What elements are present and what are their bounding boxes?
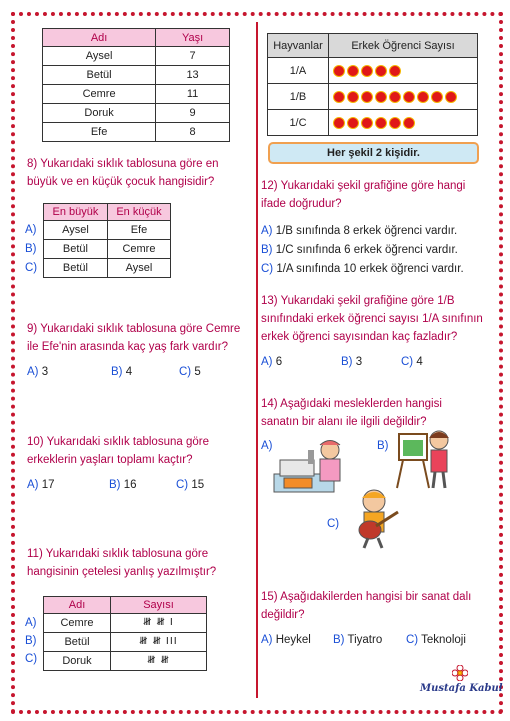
age-table-cell: Betül	[43, 66, 156, 85]
q12-option-b[interactable]: B) 1/C sınıfında 6 erkek öğrenci vardır.	[261, 244, 458, 256]
q8-header-oldest: En büyük	[44, 204, 108, 221]
graph-row-label: 1/C	[268, 110, 329, 136]
graph-dots-row	[329, 110, 478, 136]
q13-option-a[interactable]: A) 6	[261, 356, 283, 368]
q14-label-c[interactable]: C)	[327, 518, 340, 530]
q13-option-c[interactable]: C) 4	[401, 356, 423, 368]
age-table	[42, 28, 230, 142]
q12-option-c[interactable]: C) 1/A sınıfında 10 erkek öğrenci vardır.	[261, 263, 464, 275]
graph-dot	[375, 65, 387, 77]
question-13-text: 13) Yukarıdaki şekil grafiğine göre 1/B sınıfındaki erkek öğrenci sayısı 1/A sınıfının erkek öğrenci sayısından kaç fazladır?	[261, 295, 483, 343]
q11-cell: Cemre	[44, 614, 111, 633]
graph-header-count: Erkek Öğrenci Sayısı	[329, 34, 478, 58]
graph-dot	[361, 65, 373, 77]
age-table-cell: Cemre	[43, 85, 156, 104]
q9-option-c[interactable]: C) 5	[179, 366, 201, 378]
painter-illustration	[393, 426, 453, 492]
graph-dot	[333, 65, 345, 77]
age-table-cell: 7	[156, 47, 230, 66]
question-11-text: 11) Yukarıdaki sıklık tablosuna göre hangisinin çetelesi yanlış yazılmıştır?	[27, 548, 217, 578]
graph-dot	[389, 117, 401, 129]
graph-dots-row	[329, 84, 478, 110]
q8-cell: Efe	[107, 221, 170, 240]
q10-option-a[interactable]: A) 17	[27, 479, 55, 491]
graph-dot	[389, 91, 401, 103]
age-table-cell: 9	[156, 104, 230, 123]
age-table-cell: Doruk	[43, 104, 156, 123]
age-table-header-name: Adı	[43, 29, 156, 47]
q11-header-count: Sayısı	[111, 597, 207, 614]
q11-label-c: C)	[25, 653, 38, 665]
question-12-text: 12) Yukarıdaki şekil grafiğine göre hangi ifade doğrudur?	[261, 180, 466, 210]
graph-dot	[445, 91, 457, 103]
graph-dot	[417, 91, 429, 103]
tailor-illustration	[272, 436, 350, 498]
q12-options	[261, 222, 491, 279]
question-8-text: 8) Yukarıdaki sıklık tablosuna göre en büyük ve en küçük çocuk hangisidir?	[27, 158, 219, 188]
q13-option-b[interactable]: B) 3	[341, 356, 363, 368]
flower-icon	[452, 665, 468, 681]
picture-graph-table	[267, 33, 478, 136]
graph-dot	[347, 117, 359, 129]
graph-dot	[375, 117, 387, 129]
q15-option-c[interactable]: C) Teknoloji	[406, 634, 466, 646]
age-table-header-age: Yaşı	[156, 29, 230, 47]
q8-table	[43, 203, 171, 278]
question-10-text: 10) Yukarıdaki sıklık tablosuna göre erkeklerin yaşları toplamı kaçtır?	[27, 436, 209, 466]
graph-dots-row	[329, 58, 478, 84]
q11-tally: 𝍸 𝍸 I	[111, 614, 207, 633]
q9-option-b[interactable]: B) 4	[111, 366, 133, 378]
guitarist-illustration	[350, 488, 402, 550]
q11-tally-table	[43, 596, 207, 671]
question-15-text: 15) Aşağıdakilerden hangisi bir sanat dalı değildir?	[261, 591, 472, 621]
q11-label-b: B)	[25, 635, 37, 647]
q8-label-b: B)	[25, 243, 37, 255]
graph-dot	[361, 91, 373, 103]
q8-cell: Aysel	[107, 259, 170, 278]
q14-label-a[interactable]: A)	[261, 440, 273, 452]
q10-option-b[interactable]: B) 16	[109, 479, 137, 491]
q8-header-youngest: En küçük	[107, 204, 170, 221]
q9-option-a[interactable]: A) 3	[27, 366, 49, 378]
q14-label-b[interactable]: B)	[377, 440, 389, 452]
q11-tally: 𝍸 𝍸	[111, 652, 207, 671]
question-14-text: 14) Aşağıdaki mesleklerden hangisi sanatın bir alanı ile ilgili değildir?	[261, 398, 442, 428]
graph-dot	[403, 91, 415, 103]
q8-cell: Aysel	[44, 221, 108, 240]
question-9-text: 9) Yukarıdaki sıklık tablosuna göre Cemre ile Efe'nin arasında kaç yaş fark vardır?	[27, 323, 241, 353]
q11-tally: 𝍸 𝍸 III	[111, 633, 207, 652]
q15-option-a[interactable]: A) Heykel	[261, 634, 311, 646]
q8-cell: Betül	[44, 259, 108, 278]
graph-dot	[361, 117, 373, 129]
q11-cell: Doruk	[44, 652, 111, 671]
graph-row-label: 1/B	[268, 84, 329, 110]
graph-dot	[403, 117, 415, 129]
age-table-cell: Efe	[43, 123, 156, 142]
q11-header-name: Adı	[44, 597, 111, 614]
q11-cell: Betül	[44, 633, 111, 652]
q10-option-c[interactable]: C) 15	[176, 479, 205, 491]
graph-dot	[333, 117, 345, 129]
graph-dot	[347, 65, 359, 77]
graph-dot	[347, 91, 359, 103]
author-signature: Mustafa Kabul	[420, 683, 503, 694]
q8-cell: Cemre	[107, 240, 170, 259]
graph-dot	[333, 91, 345, 103]
q8-label-a: A)	[25, 224, 37, 236]
age-table-cell: 11	[156, 85, 230, 104]
graph-header-animals: Hayvanlar	[268, 34, 329, 58]
age-table-cell: 13	[156, 66, 230, 85]
q15-option-b[interactable]: B) Tiyatro	[333, 634, 383, 646]
q11-label-a: A)	[25, 617, 37, 629]
graph-dot	[431, 91, 443, 103]
age-table-cell: Aysel	[43, 47, 156, 66]
graph-key-note: Her şekil 2 kişidir.	[268, 142, 479, 164]
age-table-cell: 8	[156, 123, 230, 142]
graph-row-label: 1/A	[268, 58, 329, 84]
graph-dot	[389, 65, 401, 77]
q8-cell: Betül	[44, 240, 108, 259]
q12-option-a[interactable]: A) 1/B sınıfında 8 erkek öğrenci vardır.	[261, 225, 458, 237]
column-divider	[256, 22, 258, 698]
q8-label-c: C)	[25, 262, 38, 274]
graph-dot	[375, 91, 387, 103]
